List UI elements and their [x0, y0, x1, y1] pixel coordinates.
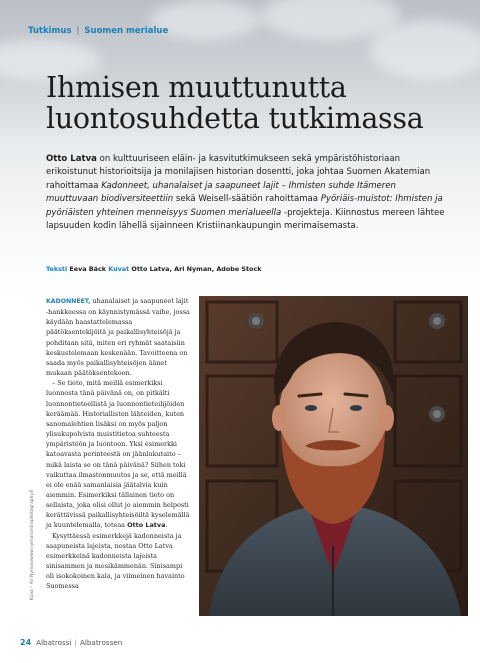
- portrait-photo: [199, 296, 468, 616]
- photo-credit-vertical: Kuva – Ari Nyman/www.nymanantraphotography.fi: [30, 489, 35, 600]
- body-column: [46, 296, 192, 592]
- lead-text-1: on kulttuuriseen eläin- ja kasvitutkimukseen sekä ympäristöhistoriaan erikoistunut historioitsija ja monilajisen historian dosentti, joka johtaa Suomen Akatemian rahoittamaa: [46, 154, 431, 191]
- photo-credit-authors: Otto Latva, Ari Nyman, Adobe Stock: [131, 265, 262, 273]
- page-number: 24: [20, 638, 32, 647]
- page-footer: [20, 638, 122, 647]
- body-paragraph-3: [46, 531, 192, 592]
- photo-credit-label: Kuvat: [108, 265, 130, 273]
- byline: [46, 265, 261, 273]
- lead-text-2: sekä Weisell-säätiön rahoittamaa: [173, 194, 321, 205]
- section-label: Tutkimus: [28, 26, 72, 36]
- body-text-2-end: .: [165, 521, 168, 530]
- subsection-label: Suomen merialue: [84, 26, 169, 36]
- magazine-name: Albatrossi: [36, 638, 72, 647]
- lead-paragraph: [46, 153, 446, 233]
- lead-text-3: -projekteja. Kiinnostus mereen lähtee lapsuuden kodin lähellä sijainneen Kristiinankaupungin merimaisemasta.: [46, 207, 445, 232]
- title-line-2: luontosuhdetta tutkimassa: [46, 102, 424, 135]
- footer-divider: |: [74, 638, 77, 647]
- text-credit-author: Eeva Bäck: [69, 265, 107, 273]
- article-title: [46, 72, 446, 134]
- magazine-name-sv: Albatrossen: [79, 638, 123, 647]
- lead-name: Otto Latva: [46, 154, 97, 164]
- body-paragraph-2: [46, 378, 192, 530]
- section-header: [28, 26, 168, 36]
- lead-project-1: Kadonneet, uhanalaiset ja saapuneet lajit – Ihmisten suhde Itämeren muuttuvaan biodiversiteettiin: [46, 180, 396, 205]
- section-divider: |: [76, 26, 80, 36]
- body-paragraph-1: [46, 296, 192, 378]
- body-text-3: Kysyttäessä esimerkkejä kadonneista ja saapuneista lajeista, nostaa Otto Latva esimerkkeinä kadonneista lajeista sinisammen ja mesikämmenän. Sinisampi oli isokokoinen kala, ja viimeinen havainto Suomessa: [46, 531, 185, 591]
- body-text-2: – Se tieto, mitä meillä esimerkiksi luonnosta tänä päivänä on, on pitkälti luonnontieteellistä ja luonnontieteilijöiden keräämää. Historiallisten lähteiden, kuten sanomalehtien lisäksi on myös paljon ylisukupolvista muistitietoa suhteesta ympäristöön ja luontoon. Yksi esimerkki katoavasta perinteestä on jäänlukutaito – mikä laista se on tänä päivänä? Siihen toki vaikuttaa ilmastonmuutos ja se, että meillä ei ole enää samanlaisia jäätalvia kuin aiemmin. Esimerkiksi tällainen tieto on sellaista, joka olisi ollut jo aiemmin helposti kerättävissä paikallisyhteisöiltä kyselemällä ja kuuntelemalla, toteaa: [46, 379, 190, 530]
- portrait-illustration: [199, 296, 468, 616]
- body-kicker: KADONNEET,: [46, 298, 91, 305]
- title-line-1: Ihmisen muuttunutta: [46, 71, 347, 104]
- lead-project-2: Pyöriäis-muistot: Ihmisten ja pyöriäisten yhteinen menneisyys Suomen merialueella: [46, 194, 443, 218]
- text-credit-label: Teksti: [46, 265, 68, 273]
- body-text-1: uhanalaiset ja saapuneet lajit -hankkeessa on käynnistymässä vaihe, jossa käydään haastattelemassa päätöksentekijöitä ja paikallisyhteisöjä ja pohditaan sitä, miten eri ryhmät saataisiin keskustelemaan keskenään. Tavoitteena on saada myös paikallisyhteisöjen äänet mukaan päätöksentekoon.: [46, 297, 190, 378]
- body-name: Otto Latva: [127, 521, 166, 530]
